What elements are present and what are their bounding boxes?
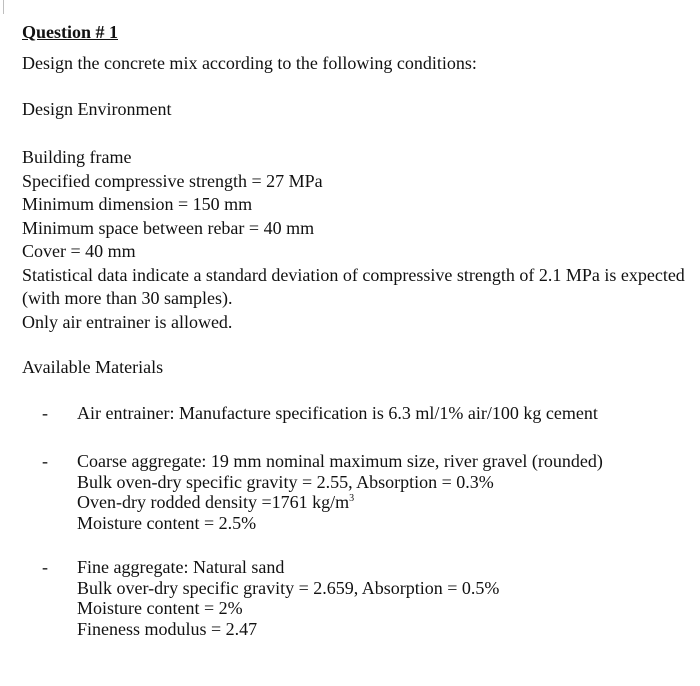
env-line-rebar-space: Minimum space between rebar = 40 mm — [22, 217, 315, 238]
coarse-aggregate-moisture: Moisture content = 2.5% — [77, 512, 257, 533]
material-fine-aggregate — [22, 557, 692, 639]
air-entrainer-spec: Air entrainer: Manufacture specification is 6.3 ml/1% air/100 kg cement — [77, 402, 598, 423]
material-coarse-aggregate — [22, 451, 692, 533]
env-line-minimum-dimension: Minimum dimension = 150 mm — [22, 194, 253, 214]
coarse-aggregate-density — [77, 492, 692, 513]
coarse-aggregate-type: Coarse aggregate: 19 mm nominal maximum size, river gravel (rounded) — [77, 451, 603, 471]
coarse-density-text: Oven-dry rodded density =1761 kg/m — [77, 492, 350, 512]
env-statistical-data: Statistical data indicate a standard deviation of compressive strength of 2.1 MPa is expected (with more than 30 samples). — [22, 264, 685, 308]
available-materials-heading: Available Materials — [22, 357, 164, 377]
env-line-building-frame: Building frame — [22, 147, 132, 167]
cubic-superscript: 3 — [349, 493, 355, 504]
bullet-dash: - — [42, 402, 48, 423]
page-edge-rule — [3, 0, 4, 14]
design-environment-list — [22, 146, 692, 334]
fine-aggregate-type: Fine aggregate: Natural sand — [77, 557, 285, 577]
question-title: Question # 1 — [22, 22, 119, 42]
question-intro: Design the concrete mix according to the following conditions: — [22, 53, 477, 73]
design-environment-heading: Design Environment — [22, 98, 172, 119]
fine-aggregate-moisture: Moisture content = 2% — [77, 598, 243, 618]
bullet-dash: - — [42, 451, 48, 471]
env-line-compressive-strength: Specified compressive strength = 27 MPa — [22, 170, 323, 191]
env-line-cover: Cover = 40 mm — [22, 241, 136, 261]
document-body — [22, 20, 692, 639]
material-air-entrainer — [22, 403, 692, 424]
coarse-aggregate-gravity: Bulk oven-dry specific gravity = 2.55, Absorption = 0.3% — [77, 471, 494, 492]
fine-aggregate-fineness: Fineness modulus = 2.47 — [77, 618, 258, 639]
env-air-only: Only air entrainer is allowed. — [22, 311, 233, 332]
fine-aggregate-gravity: Bulk over-dry specific gravity = 2.659, Absorption = 0.5% — [77, 577, 500, 598]
bullet-dash: - — [42, 557, 48, 577]
